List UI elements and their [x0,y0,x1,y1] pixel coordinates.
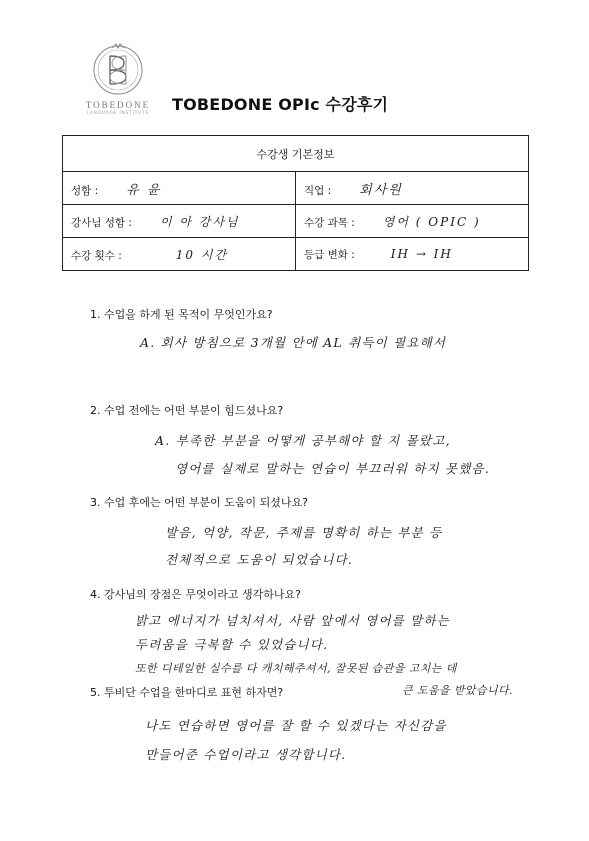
grade-label: 등급 변화 : [304,248,355,261]
monogram-icon [90,42,146,98]
table-header: 수강생 기본정보 [63,136,529,172]
logo-brand: TOBEDONE [85,100,151,110]
teacher-label: 강사님 성함 : [71,216,132,229]
question-5: 5. 투비단 수업을 한마디로 표현 하자면? [90,686,284,699]
answer-3-line-1: 발음, 억양, 작문, 주제를 명확히 하는 부분 등 [165,525,443,540]
logo-tagline: LANGUAGE INSTITUTE [86,110,150,115]
name-cell [63,172,296,205]
grade-cell [296,238,529,271]
job-value: 회사원 [359,182,403,198]
page-title: TOBEDONE OPIc 수강후기 [172,95,389,114]
answer-5-line-2: 만들어준 수업이라고 생각합니다. [145,747,347,762]
answer-4-line-4: 큰 도움을 받았습니다. [402,684,513,697]
question-3: 3. 수업 후에는 어떤 부분이 도움이 되셨나요? [90,496,308,509]
question-2: 2. 수업 전에는 어떤 부분이 힘드셨나요? [90,404,284,417]
answer-1-line-1: A. 회사 방침으로 3개월 안에 AL 취득이 필요해서 [140,335,447,350]
teacher-value: 이 아 강사님 [159,214,240,229]
question-1: 1. 수업을 하게 된 목적이 무엇인가요? [90,308,273,321]
job-label: 직업 : [304,184,332,197]
student-info-table [62,135,529,271]
course-label: 수강 과목 : [304,216,355,229]
answer-4-line-1: 밝고 에너지가 넘치셔서, 사람 앞에서 영어를 말하는 [135,613,450,628]
answer-3-line-2: 전체적으로 도움이 되었습니다. [165,552,354,567]
answer-4-line-3: 또한 디테일한 실수를 다 캐치해주셔서, 잘못된 습관을 고치는 데 [135,662,457,675]
logo [78,42,158,115]
name-value: 유 윤 [126,182,162,198]
count-label: 수강 횟수 : [71,249,122,262]
answer-2-line-1: A. 부족한 부분을 어떻게 공부해야 할 지 몰랐고, [155,433,451,448]
answer-5-line-1: 나도 연습하면 영어를 잘 할 수 있겠다는 자신감을 [145,718,447,733]
answer-4-line-2: 두려움을 극복할 수 있었습니다. [135,637,329,652]
teacher-cell [63,205,296,238]
answer-2-line-2: 영어를 실제로 말하는 연습이 부끄러워 하지 못했음. [175,461,490,476]
count-cell [63,238,296,271]
course-value: 영어 ( OPIC ) [382,214,481,229]
course-cell [296,205,529,238]
grade-value: IH → IH [390,246,453,261]
name-label: 성함 : [71,184,99,197]
job-cell [296,172,529,205]
question-4: 4. 강사님의 장점은 무엇이라고 생각하나요? [90,588,301,601]
count-value: 10 시간 [175,247,229,262]
